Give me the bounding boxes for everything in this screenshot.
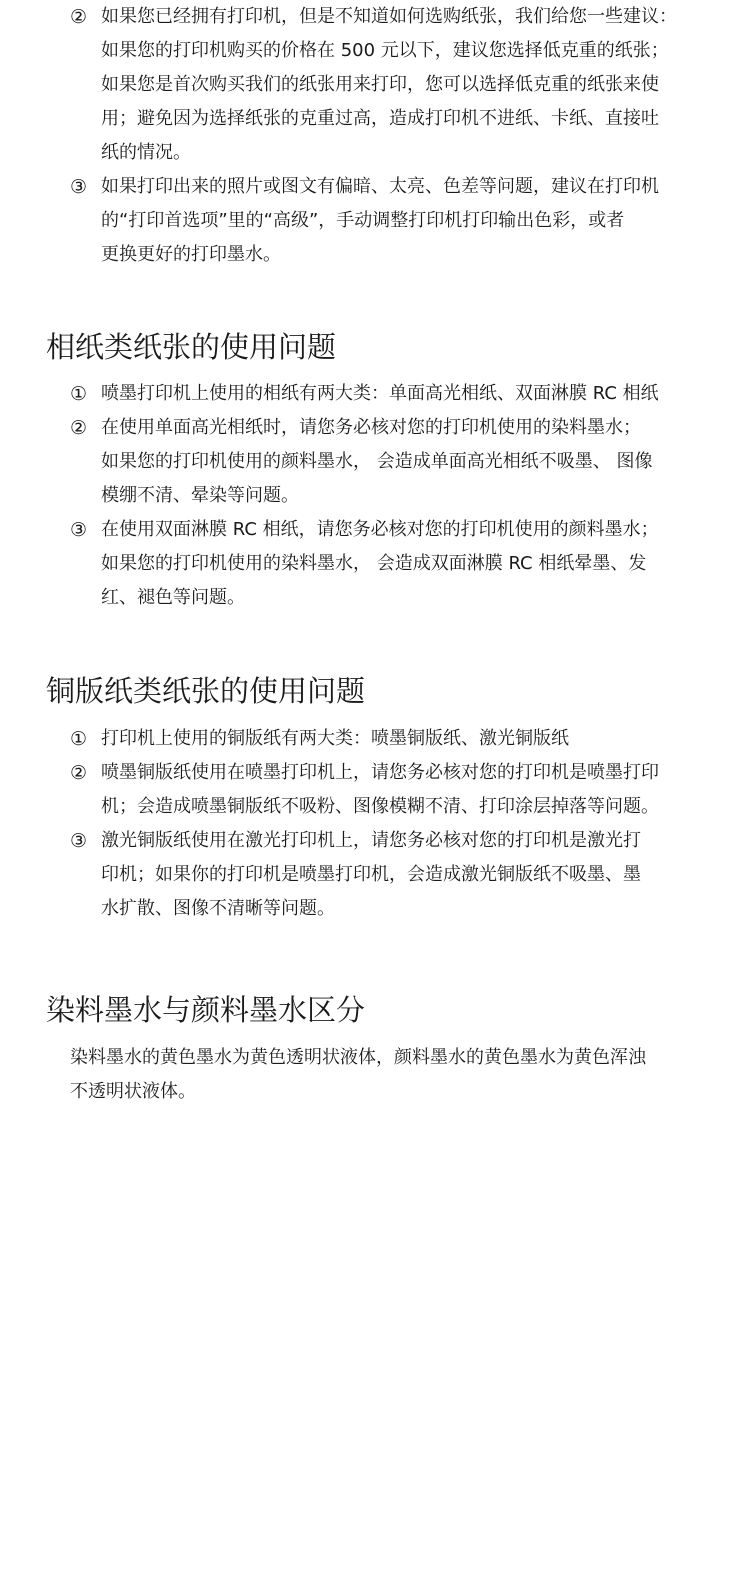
- list-item: [70, 756, 720, 824]
- list-item-text: 喷墨打印机上使用的相纸有两大类：单面高光相纸、双面淋膜 RC 相纸: [101, 383, 659, 404]
- list-item: [70, 824, 720, 926]
- section-title-photo-paper: 相纸类纸张的使用问题: [46, 330, 337, 364]
- circled-number-2: ②: [70, 417, 88, 439]
- list-item-text: 如果您已经拥有打印机，但是不知道如何选购纸张，我们给您一些建议： 如果您的打印机购买的价格在 500 元以下，建议您选择低克重的纸张； 如果您是首次购买我们的纸张用来打印，您可以选择低克重的纸张来使 用；避免因为选择纸张的克重过高，造成打印机不进纸、卡纸、直接吐 纸的情况。: [101, 6, 677, 163]
- list-item: [70, 0, 720, 170]
- circled-number-1: ①: [70, 728, 88, 750]
- list-item-text: 喷墨铜版纸使用在喷墨打印机上，请您务必核对您的打印机是喷墨打印 机；会造成喷墨铜版纸不吸粉、图像模糊不清、打印涂层掉落等问题。: [101, 762, 659, 817]
- circled-number-2: ②: [70, 6, 88, 28]
- list-item: [70, 170, 720, 272]
- list-item: [70, 377, 720, 411]
- circled-number-3: ③: [70, 519, 88, 541]
- circled-number-3: ③: [70, 830, 88, 852]
- paper-selection-list: [70, 0, 720, 272]
- list-item-text: 在使用单面高光相纸时，请您务必核对您的打印机使用的染料墨水； 如果您的打印机使用的颜料墨水， 会造成单面高光相纸不吸墨、 图像 模绷不清、晕染等问题。: [101, 417, 653, 506]
- list-item-text: 如果打印出来的照片或图文有偏暗、太亮、色差等问题，建议在打印机 的“打印首选项”里的“高级”，手动调整打印机打印输出色彩，或者 更换更好的打印墨水。: [101, 176, 659, 265]
- list-item-text: 在使用双面淋膜 RC 相纸，请您务必核对您的打印机使用的颜料墨水； 如果您的打印机使用的染料墨水， 会造成双面淋膜 RC 相纸晕墨、发 红、褪色等问题。: [101, 519, 659, 608]
- ink-distinction-paragraph: 染料墨水的黄色墨水为黄色透明状液体，颜料墨水的黄色墨水为黄色浑浊 不透明状液体。: [70, 1047, 646, 1102]
- list-item: [70, 513, 720, 615]
- coated-paper-list: [70, 722, 720, 926]
- list-item: [70, 722, 720, 756]
- circled-number-3: ③: [70, 176, 88, 198]
- circled-number-2: ②: [70, 762, 88, 784]
- list-item-text: 打印机上使用的铜版纸有两大类：喷墨铜版纸、激光铜版纸: [101, 728, 569, 749]
- section-title-coated-paper: 铜版纸类纸张的使用问题: [46, 674, 366, 708]
- list-item: [70, 411, 720, 513]
- list-item-text: 激光铜版纸使用在激光打印机上，请您务必核对您的打印机是激光打 印机；如果你的打印机是喷墨打印机，会造成激光铜版纸不吸墨、墨 水扩散、图像不清晰等问题。: [101, 830, 641, 919]
- photo-paper-list: [70, 377, 720, 615]
- circled-number-1: ①: [70, 383, 88, 405]
- section-title-ink-distinction: 染料墨水与颜料墨水区分: [46, 993, 366, 1027]
